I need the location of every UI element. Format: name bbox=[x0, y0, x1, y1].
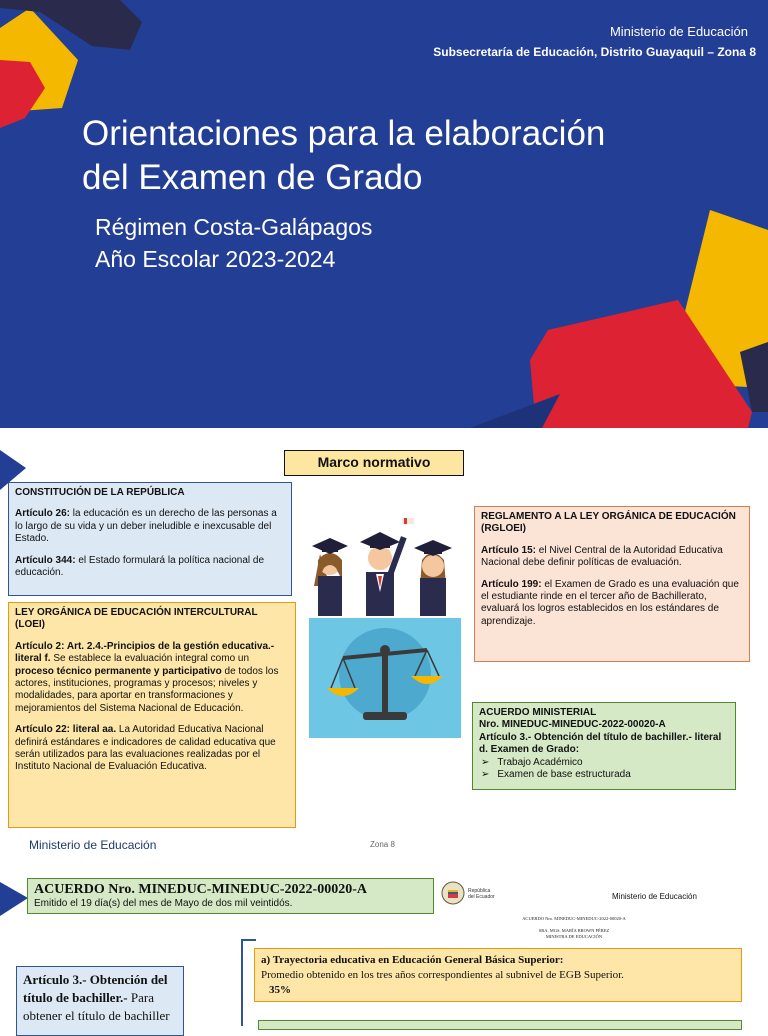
acuerdo-date: Emitido el 19 día(s) del mes de Mayo de dos mil veintidós. bbox=[34, 898, 293, 909]
regime-label: Régimen Costa-Galápagos bbox=[95, 214, 373, 240]
acuerdo-list bbox=[479, 757, 729, 782]
legal-framework-slide bbox=[0, 428, 768, 852]
republic-logo-text: República del Ecuador bbox=[468, 888, 495, 900]
subsecretaria-label: Subsecretaría de Educación, Distrito Guayaquil – Zona 8 bbox=[433, 45, 756, 59]
graduates-illustration bbox=[300, 516, 464, 616]
acuerdo-title-box bbox=[27, 878, 434, 914]
art26-paragraph: Artículo 26: la educación es un derecho de las personas a lo largo de su vida y un deber ineludible e inexcusable del Estado. bbox=[15, 508, 277, 545]
trayectoria-percentage: 35% bbox=[269, 984, 291, 996]
ecuador-seal-icon bbox=[440, 880, 466, 906]
title-slide bbox=[0, 0, 768, 428]
rgloei-art199-paragraph: Artículo 199: el Examen de Grado es una evaluación que el estudiante rinde en el tercer año de Bachillerato, evaluará los logros establecidos en los estándares de aprendizaje. bbox=[481, 578, 739, 627]
acuerdo-slide bbox=[0, 862, 768, 1024]
title-line-1: Orientaciones para la elaboración bbox=[82, 114, 606, 153]
acuerdo-ministerial-box bbox=[472, 702, 736, 790]
navy-arrow-shape bbox=[0, 882, 30, 918]
constitucion-heading: CONSTITUCIÓN DE LA REPÚBLICA bbox=[15, 487, 185, 498]
constitucion-box bbox=[8, 482, 292, 596]
loei-heading: LEY ORGÁNICA DE EDUCACIÓN INTERCULTURAL (LOEI) bbox=[15, 607, 258, 631]
list-item: ➢ Trabajo Académico bbox=[479, 757, 729, 769]
trayectoria-text: Promedio obtenido en los tres años correspondientes al subnivel de EGB Superior. bbox=[261, 969, 624, 981]
rgloei-art15-paragraph: Artículo 15: el Nivel Central de la Autoridad Educativa Nacional debe definir políticas de evaluación. bbox=[481, 544, 723, 569]
footer-zone: Zona 8 bbox=[370, 840, 395, 849]
loei-art22-paragraph: Artículo 22: literal aa. La Autoridad Educativa Nacional definirá estándares e indicadores de calidad educativa que serán utilizados para las evaluaciones realizadas por el Instituto Nacional de Evaluación Educativa. bbox=[15, 724, 276, 773]
trayectoria-title: a) Trayectoria educativa en Educación General Básica Superior: bbox=[261, 954, 564, 966]
document-ministry-label: Ministerio de Educación bbox=[612, 892, 697, 901]
school-year-label: Año Escolar 2023-2024 bbox=[95, 246, 336, 272]
acuerdo-line-3: Artículo 3.- Obtención del título de bachiller.- literal d. Examen de Grado: bbox=[479, 731, 722, 756]
document-heading: ACUERDO Nro. MINEDUC-MINEDUC-2022-00020-A bbox=[522, 916, 626, 921]
slide-title bbox=[82, 112, 605, 200]
title-line-2: del Examen de Grado bbox=[82, 158, 423, 197]
article3-box bbox=[16, 966, 184, 1036]
acuerdo-title: ACUERDO Nro. MINEDUC-MINEDUC-2022-00020-A bbox=[34, 882, 367, 897]
article3-text: Para obtener el título de bachiller bbox=[23, 990, 170, 1023]
trayectoria-box bbox=[254, 948, 742, 1002]
acuerdo-line-1: ACUERDO MINISTERIAL bbox=[479, 707, 597, 718]
list-item: ➢ Examen de base estructurada bbox=[479, 769, 729, 781]
acuerdo-line-2: Nro. MINEDUC-MINEDUC-2022-00020-A bbox=[479, 719, 666, 731]
section-header: Marco normativo bbox=[284, 450, 464, 476]
rgloei-heading: REGLAMENTO A LA LEY ORGÁNICA DE EDUCACIÓN (RGLOEI) bbox=[481, 511, 736, 535]
article3-heading: Artículo 3.- Obtención del título de bachiller.- bbox=[23, 972, 168, 1005]
art344-paragraph: Artículo 344: el Estado formulará la política nacional de educación. bbox=[15, 554, 265, 579]
loei-box bbox=[8, 602, 296, 828]
loei-art2-paragraph: Artículo 2: Art. 2.4.-Principios de la gestión educativa.- literal f. Se establece la evaluación integral como un proceso técnico permanente y participativo de todos los actores, instituciones, programas y procesos; niveles y modalidades, para aportar en transformaciones y mejoramientos del Sistema Nacional de Educación. bbox=[15, 640, 279, 714]
document-signer-title: MINISTRA DE EDUCACIÓN bbox=[545, 934, 603, 939]
rgloei-box bbox=[474, 506, 750, 662]
document-signer: SRA. MGS. MARÍA BROWN PÉREZ bbox=[538, 928, 610, 933]
footer-ministry: Ministerio de Educación bbox=[29, 838, 157, 852]
next-section-box bbox=[258, 1020, 742, 1030]
balance-scale-illustration bbox=[309, 618, 461, 738]
ministry-label: Ministerio de Educación bbox=[609, 24, 748, 39]
